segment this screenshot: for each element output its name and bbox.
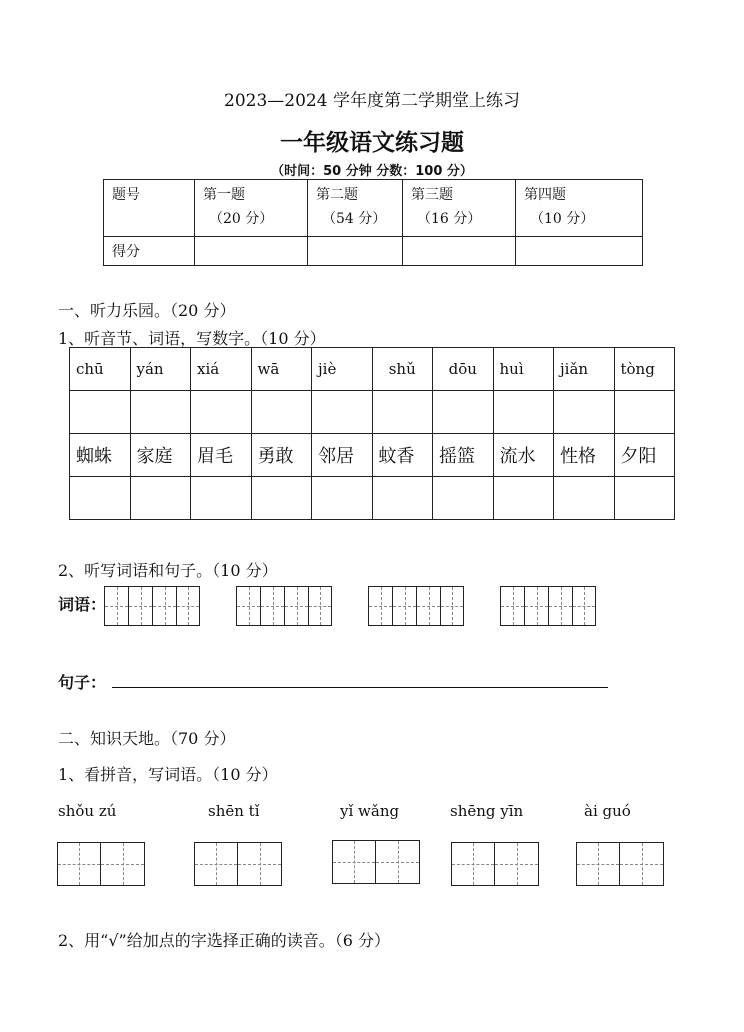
writing-box[interactable] (101, 842, 145, 886)
answer-cell[interactable] (372, 391, 433, 434)
words-row (70, 434, 675, 477)
score-cell-q3: 第三题 （16 分） (403, 180, 516, 237)
answer-cell[interactable] (251, 391, 312, 434)
writing-box[interactable] (451, 842, 495, 886)
answer-cell[interactable] (433, 477, 494, 520)
writing-box[interactable] (152, 586, 176, 626)
score-cell-q1: 第一题 （20 分） (195, 180, 308, 237)
word-cell: 勇敢 (251, 434, 312, 477)
pinyin-cell: jiǎn (554, 348, 615, 391)
exam-time-score: （时间：50 分钟 分数：100 分） (271, 164, 473, 179)
pinyin-word: ài guó (584, 802, 631, 820)
pinyin-word: shǒu zú (58, 802, 117, 820)
writing-box[interactable] (236, 586, 260, 626)
answer-cell[interactable] (614, 477, 675, 520)
section1-q2: 2、听写词语和句子。（10 分） (58, 561, 278, 580)
pinyin-cell: wā (251, 348, 312, 391)
dictation-word-grid[interactable] (500, 586, 596, 626)
answer-cell[interactable] (191, 391, 252, 434)
dictation-word-grid[interactable] (368, 586, 464, 626)
exam-header-title: 2023—2024 学年度第二学期堂上练习 (224, 91, 520, 111)
writing-box[interactable] (440, 586, 464, 626)
sentence-line[interactable] (112, 687, 608, 688)
pinyin-word: shēng yīn (450, 802, 524, 820)
writing-box[interactable] (500, 586, 524, 626)
writing-box[interactable] (194, 842, 238, 886)
listen-table (69, 347, 675, 520)
answer-cell[interactable] (372, 477, 433, 520)
writing-grid[interactable] (451, 842, 539, 886)
writing-box[interactable] (284, 586, 308, 626)
score-table-score-row (104, 237, 643, 266)
writing-box[interactable] (104, 586, 128, 626)
pinyin-row (70, 348, 675, 391)
answer-cell[interactable] (130, 477, 191, 520)
word-cell: 性格 (554, 434, 615, 477)
pinyin-cell: xiá (191, 348, 252, 391)
word-cell: 摇篮 (433, 434, 494, 477)
pinyin-cell: chū (70, 348, 131, 391)
answer-cell[interactable] (614, 391, 675, 434)
writing-box[interactable] (57, 842, 101, 886)
writing-box[interactable] (332, 840, 376, 884)
writing-box[interactable] (416, 586, 440, 626)
pinyin-cell: huì (493, 348, 554, 391)
writing-box[interactable] (260, 586, 284, 626)
score-empty-1[interactable] (195, 237, 308, 266)
score-empty-2[interactable] (308, 237, 403, 266)
writing-box[interactable] (572, 586, 596, 626)
section2-q1: 1、看拼音，写词语。（10 分） (58, 765, 278, 784)
answer-cell[interactable] (191, 477, 252, 520)
writing-grid[interactable] (576, 842, 664, 886)
writing-box[interactable] (620, 842, 664, 886)
answer-row-2 (70, 477, 675, 520)
writing-box[interactable] (576, 842, 620, 886)
answer-cell[interactable] (554, 391, 615, 434)
page-title: 一年级语文练习题 (280, 130, 464, 156)
writing-box[interactable] (368, 586, 392, 626)
word-cell: 眉毛 (191, 434, 252, 477)
writing-box[interactable] (524, 586, 548, 626)
writing-grid[interactable] (57, 842, 145, 886)
writing-box[interactable] (238, 842, 282, 886)
word-cell: 邻居 (312, 434, 373, 477)
pinyin-word: yǐ wǎng (340, 802, 400, 820)
pinyin-cell: dōu (433, 348, 494, 391)
word-cell: 蜘蛛 (70, 434, 131, 477)
answer-cell[interactable] (493, 477, 554, 520)
answer-cell[interactable] (70, 477, 131, 520)
score-cell-q4: 第四题 （10 分） (516, 180, 643, 237)
answer-cell[interactable] (312, 391, 373, 434)
ciyu-label: 词语： (58, 595, 107, 614)
answer-row-1 (70, 391, 675, 434)
score-empty-3[interactable] (403, 237, 516, 266)
writing-box[interactable] (392, 586, 416, 626)
writing-grid[interactable] (332, 840, 420, 884)
score-table-header-row (104, 180, 643, 237)
answer-cell[interactable] (493, 391, 554, 434)
score-cell-label: 题号 (104, 180, 195, 237)
pinyin-cell: yán (130, 348, 191, 391)
word-cell: 夕阳 (614, 434, 675, 477)
writing-box[interactable] (128, 586, 152, 626)
dictation-word-grid[interactable] (236, 586, 332, 626)
answer-cell[interactable] (433, 391, 494, 434)
section2-q2: 2、用“√”给加点的字选择正确的读音。（6 分） (58, 931, 391, 950)
section1-q1: 1、听音节、词语，写数字。（10 分） (58, 329, 326, 348)
answer-cell[interactable] (554, 477, 615, 520)
pinyin-cell: jiè (312, 348, 373, 391)
word-cell: 流水 (493, 434, 554, 477)
section2-heading: 二、知识天地。（70 分） (58, 729, 236, 748)
writing-box[interactable] (495, 842, 539, 886)
writing-grid[interactable] (194, 842, 282, 886)
score-table (103, 179, 643, 266)
score-row-label: 得分 (104, 237, 195, 266)
word-cell: 家庭 (130, 434, 191, 477)
writing-box[interactable] (376, 840, 420, 884)
answer-cell[interactable] (130, 391, 191, 434)
section1-heading: 一、听力乐园。（20 分） (58, 301, 236, 320)
dictation-word-grid[interactable] (104, 586, 200, 626)
pinyin-cell: shǔ (372, 348, 433, 391)
score-empty-4[interactable] (516, 237, 643, 266)
word-cell: 蚊香 (372, 434, 433, 477)
pinyin-word: shēn tǐ (208, 802, 260, 820)
answer-cell[interactable] (251, 477, 312, 520)
pinyin-cell: tòng (614, 348, 675, 391)
writing-box[interactable] (548, 586, 572, 626)
writing-box[interactable] (308, 586, 332, 626)
answer-cell[interactable] (70, 391, 131, 434)
writing-box[interactable] (176, 586, 200, 626)
answer-cell[interactable] (312, 477, 373, 520)
score-cell-q2: 第二题 （54 分） (308, 180, 403, 237)
juzi-label: 句子： (58, 673, 107, 692)
